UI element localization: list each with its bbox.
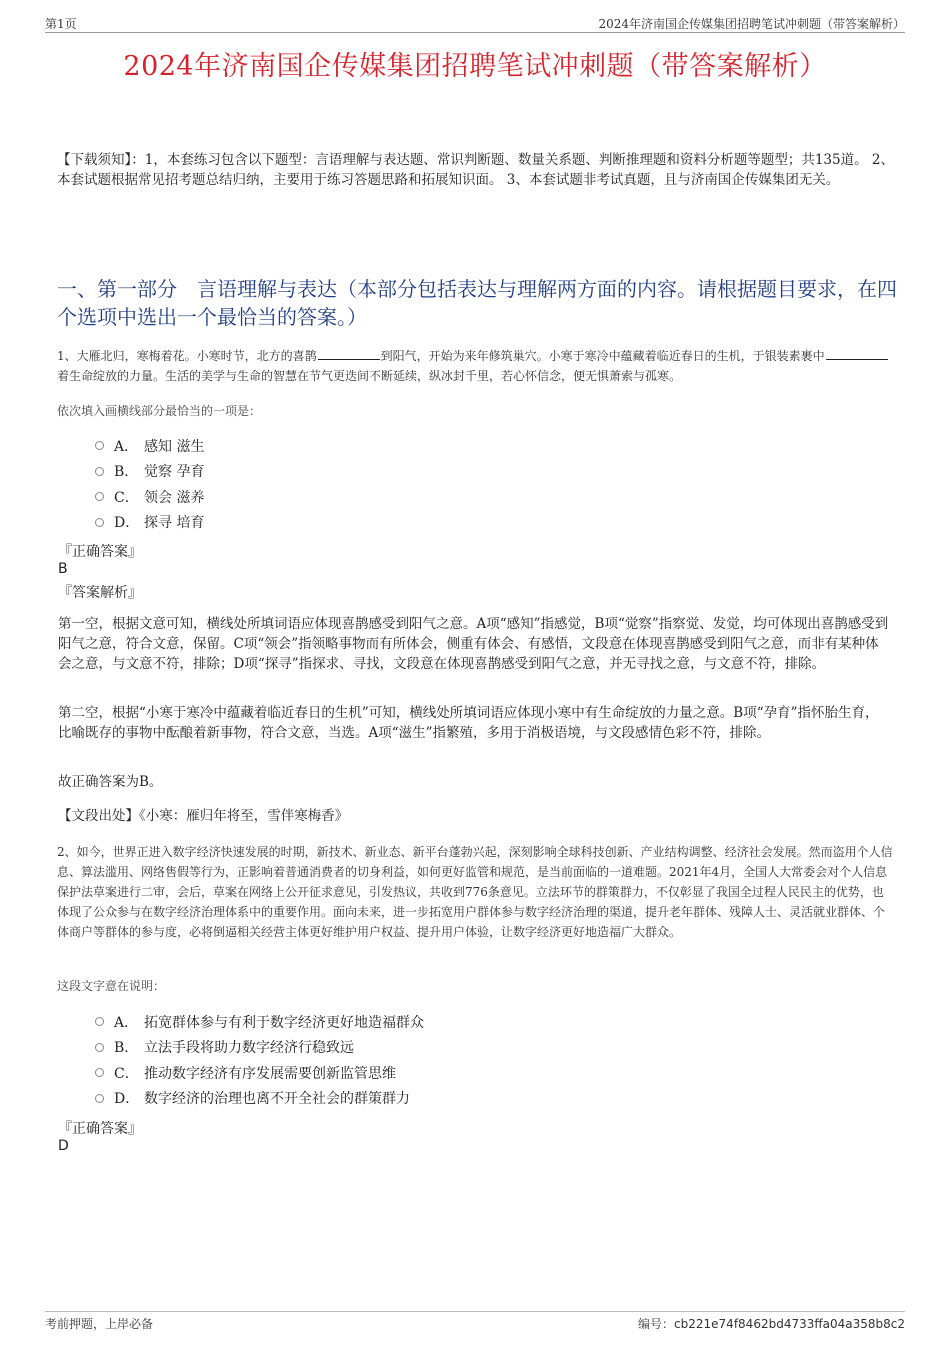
option-a[interactable]: A． 感知 滋生 bbox=[95, 433, 204, 459]
radio-icon[interactable] bbox=[95, 492, 104, 501]
answer-value: D bbox=[58, 1138, 69, 1154]
analysis-label: 『答案解析』 bbox=[58, 585, 142, 601]
option-d[interactable]: D． 数字经济的治理也离不开全社会的群策群力 bbox=[95, 1086, 424, 1112]
answer-value: B bbox=[58, 561, 68, 577]
footer-slogan: 考前押题，上岸必备 bbox=[45, 1317, 154, 1331]
radio-icon[interactable] bbox=[95, 518, 104, 527]
question-2-options bbox=[95, 1009, 424, 1111]
footer-code: 编号：cb221e74f8462bd4733ffa04a358b8c2 bbox=[638, 1317, 905, 1331]
radio-icon[interactable] bbox=[95, 1068, 104, 1077]
option-a[interactable]: A． 拓宽群体参与有利于数字经济更好地造福群众 bbox=[95, 1009, 424, 1035]
page-header bbox=[45, 12, 905, 33]
question-1-prompt: 依次填入画横线部分最恰当的一项是： bbox=[57, 404, 262, 418]
option-c[interactable]: C． 领会 滋养 bbox=[95, 484, 204, 510]
radio-icon[interactable] bbox=[95, 1043, 104, 1052]
question-2-text: 2、如今，世界正进入数字经济快速发展的时期，新技术、新业态、新平台蓬勃兴起，深刻影响全球科技创新、产业结构调整、经济社会发展。然而盗用个人信息、算法滥用、网络售假等行为，正影响着普通消费者的切身利益，如何更好监管和规范，是当前面临的一道难题。2021年4月，全国人大常委会对个人信息保护法草案进行二审，会后，草案在网络上公开征求意见，引发热议，共收到776条意见。立法环节的群策群力，不仅彰显了我国全过程人民民主的优势，也体现了公众参与在数字经济治理体系中的重要作用。面向未来，进一步拓宽用户群体参与数字经济治理的渠道，提升老年群体、残障人士、灵活就业群体、个体商户等群体的参与度，必将倒逼相关经营主体更好维护用户权益、提升用户体验，让数字经济更好地造福广大群众。 bbox=[57, 845, 893, 939]
analysis-paragraph-1: 第一空，根据文意可知，横线处所填词语应体现喜鹊感受到阳气之意。A项“感知”指感觉，B项“觉察”指察觉、发觉，均可体现出喜鹊感受到阳气之意，符合文意，保留。C项“领会”指领略事物而有所体会，侧重有体会、有感悟，文段意在体现喜鹊感受到阳气之意，而非有某种体会之意，与文意不符，排除；D项“探寻”指探求、寻找，文段意在体现喜鹊感受到阳气之意，并无寻找之意，与文意不符，排除。 bbox=[58, 616, 889, 672]
radio-icon[interactable] bbox=[95, 441, 104, 450]
download-notice: 【下载须知】：1，本套练习包含以下题型：言语理解与表达题、常识判断题、数量关系题、判断推理题和资料分析题等题型；共135道。 2、本套试题根据常见招考题总结归纳，主要用于练习答题思路和拓展知识面。 3、本套试题非考试真题，且与济南国企传媒集团无关。 bbox=[57, 152, 894, 188]
option-c[interactable]: C． 推动数字经济有序发展需要创新监管思维 bbox=[95, 1060, 424, 1086]
page-number: 第1页 bbox=[45, 17, 77, 31]
option-b[interactable]: B． 觉察 孕育 bbox=[95, 459, 204, 485]
radio-icon[interactable] bbox=[95, 1017, 104, 1026]
question-1-options bbox=[95, 433, 204, 535]
blank-line-2 bbox=[826, 346, 888, 360]
page-title: 2024年济南国企传媒集团招聘笔试冲刺题（带答案解析） bbox=[123, 51, 827, 82]
section-heading: 一、第一部分 言语理解与表达（本部分包括表达与理解两方面的内容。请根据题目要求，在四个选项中选出一个最恰当的答案。） bbox=[57, 277, 897, 329]
radio-icon[interactable] bbox=[95, 1094, 104, 1103]
question-1-text: 1、大雁北归，寒梅着花。小寒时节，北方的喜鹊 到阳气，开始为来年修筑巢穴。小寒于寒冷中蕴藏着临近春日的生机，于银装素裹中着生命绽放的力量。生活的美学与生命的智慧在节气更迭间不断延续，纵冰封千里，若心怀信念，便无惧萧索与孤寒。 bbox=[57, 346, 893, 386]
question-2-prompt: 这段文字意在说明： bbox=[57, 979, 166, 993]
analysis-paragraph-2: 第二空，根据“小寒于寒冷中蕴藏着临近春日的生机”可知，横线处所填词语应体现小寒中有生命绽放的力量之意。B项“孕育”指怀胎生育，比喻既存的事物中酝酿着新事物，符合文意，当选。A项“滋生”指繁殖，多用于消极语境，与文段感情色彩不符，排除。 bbox=[58, 705, 879, 741]
radio-icon[interactable] bbox=[95, 467, 104, 476]
analysis-conclusion: 故正确答案为B。 bbox=[58, 774, 163, 790]
answer-label: 『正确答案』 bbox=[58, 1121, 142, 1137]
blank-line-1 bbox=[318, 346, 380, 360]
option-b[interactable]: B． 立法手段将助力数字经济行稳致远 bbox=[95, 1035, 424, 1061]
header-doc-title: 2024年济南国企传媒集团招聘笔试冲刺题（带答案解析） bbox=[598, 17, 905, 31]
passage-source: 【文段出处】《小寒：雁归年将至，雪伴寒梅香》 bbox=[58, 808, 349, 824]
option-d[interactable]: D． 探寻 培育 bbox=[95, 510, 204, 536]
page-footer bbox=[45, 1311, 905, 1333]
answer-label: 『正确答案』 bbox=[58, 544, 142, 560]
